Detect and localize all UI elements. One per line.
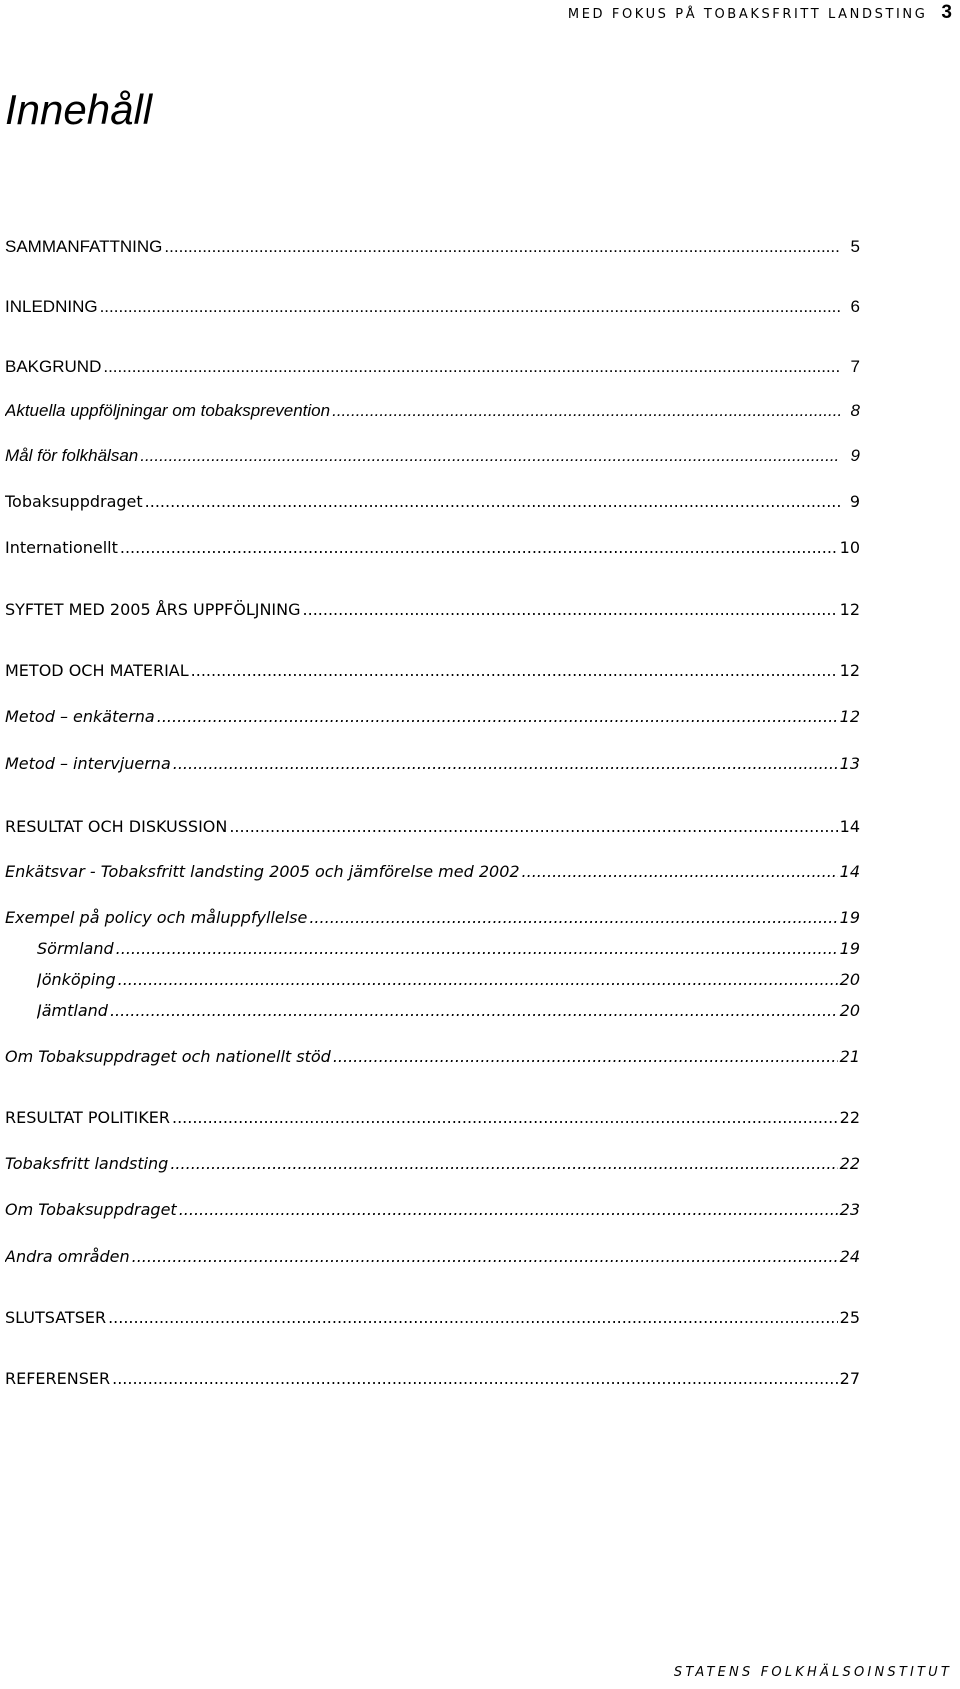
toc-entry-page: 22 bbox=[839, 1108, 860, 1127]
dot-leader bbox=[332, 399, 840, 423]
toc-entry-resultat-politiker[interactable] bbox=[5, 1106, 860, 1130]
toc-entry-tobaksfritt-landsting[interactable] bbox=[5, 1152, 860, 1176]
dot-leader bbox=[229, 815, 837, 839]
toc-entry-page: 21 bbox=[839, 1047, 860, 1066]
dot-leader bbox=[157, 705, 838, 729]
dot-leader bbox=[110, 999, 838, 1023]
toc-entry-label: RESULTAT OCH DISKUSSION bbox=[5, 817, 228, 836]
dot-leader bbox=[173, 752, 838, 776]
toc-entry-jamtland[interactable] bbox=[37, 999, 860, 1023]
toc-entry-label: Aktuella uppföljningar om tobaksprevention bbox=[5, 401, 331, 420]
toc-entry-label: Jönköping bbox=[37, 970, 116, 989]
toc-entry-mal-for-folkhalsan[interactable] bbox=[5, 444, 860, 468]
toc-entry-page: 19 bbox=[839, 939, 860, 958]
toc-entry-label: REFERENSER bbox=[5, 1369, 111, 1388]
toc-entry-label: Exempel på policy och måluppfyllelse bbox=[5, 908, 308, 927]
toc-entry-page: 12 bbox=[839, 707, 860, 726]
toc-entry-metod-enkaterna[interactable] bbox=[5, 705, 860, 729]
toc-entry-page: 27 bbox=[839, 1369, 860, 1388]
dot-leader bbox=[191, 659, 838, 683]
toc-entry-label: BAKGRUND bbox=[5, 357, 102, 376]
toc-entry-page: 5 bbox=[850, 237, 860, 256]
toc-entry-page: 25 bbox=[839, 1308, 860, 1327]
toc-entry-label: Enkätsvar - Tobaksfritt landsting 2005 och jämförelse med 2002 bbox=[5, 862, 520, 881]
dot-leader bbox=[170, 1152, 837, 1176]
toc-entry-page: 14 bbox=[839, 817, 860, 836]
toc-entry-bakgrund[interactable] bbox=[5, 355, 860, 379]
toc-entry-label: Andra områden bbox=[5, 1247, 130, 1266]
toc-entry-page: 23 bbox=[839, 1200, 860, 1219]
toc-entry-page: 13 bbox=[839, 754, 860, 773]
dot-leader bbox=[112, 1367, 838, 1391]
toc-entry-page: 9 bbox=[850, 446, 860, 465]
page-number: 3 bbox=[941, 2, 952, 23]
dot-leader bbox=[118, 968, 838, 992]
dot-leader bbox=[103, 355, 840, 379]
toc-entry-slutsatser[interactable] bbox=[5, 1306, 860, 1330]
toc-entry-aktuella-uppfoljningar[interactable] bbox=[5, 399, 860, 423]
running-footer: STATENS FOLKHÄLSOINSTITUT bbox=[673, 1665, 952, 1680]
toc-entry-resultat-och-diskussion[interactable] bbox=[5, 815, 860, 839]
page-title: Innehåll bbox=[5, 86, 153, 133]
toc-entry-inledning[interactable] bbox=[5, 295, 860, 319]
toc-entry-internationellt[interactable] bbox=[5, 536, 860, 560]
toc-entry-page: 20 bbox=[839, 970, 860, 989]
toc-entry-label: INLEDNING bbox=[5, 297, 98, 316]
toc-entry-jonkoping[interactable] bbox=[37, 968, 860, 992]
dot-leader bbox=[132, 1245, 838, 1269]
dot-leader bbox=[164, 235, 840, 259]
toc-entry-page: 8 bbox=[850, 401, 860, 420]
dot-leader bbox=[179, 1198, 838, 1222]
dot-leader bbox=[172, 1106, 838, 1130]
toc-entry-label: METOD OCH MATERIAL bbox=[5, 661, 189, 680]
toc-entry-exempel-pa-policy[interactable] bbox=[5, 906, 860, 930]
toc-entry-label: RESULTAT POLITIKER bbox=[5, 1108, 170, 1127]
toc-entry-page: 20 bbox=[839, 1001, 860, 1020]
toc-entry-metod-intervjuerna[interactable] bbox=[5, 752, 860, 776]
toc-entry-page: 24 bbox=[839, 1247, 860, 1266]
toc-entry-om-tobaksuppdraget[interactable] bbox=[5, 1198, 860, 1222]
toc-entry-page: 9 bbox=[849, 492, 860, 511]
toc-entry-tobaksuppdraget[interactable] bbox=[5, 490, 860, 514]
toc-entry-page: 12 bbox=[839, 661, 860, 680]
toc-entry-andra-omraden[interactable] bbox=[5, 1245, 860, 1269]
toc-entry-syftet[interactable] bbox=[5, 598, 860, 622]
toc-entry-page: 12 bbox=[839, 600, 860, 619]
toc-entry-metod-och-material[interactable] bbox=[5, 659, 860, 683]
toc-entry-page: 22 bbox=[839, 1154, 860, 1173]
toc-entry-label: Jämtland bbox=[37, 1001, 108, 1020]
toc-entry-sammanfattning[interactable] bbox=[5, 235, 860, 259]
dot-leader bbox=[116, 937, 838, 961]
dot-leader bbox=[522, 860, 838, 884]
toc-entry-label: Internationellt bbox=[5, 538, 118, 557]
dot-leader bbox=[333, 1045, 838, 1069]
toc-entry-label: Mål för folkhälsan bbox=[5, 446, 139, 465]
dot-leader bbox=[100, 295, 840, 319]
running-header-title: MED FOKUS PÅ TOBAKSFRITT LANDSTING bbox=[567, 7, 928, 22]
toc-entry-page: 14 bbox=[839, 862, 860, 881]
toc-entry-label: Metod – enkäterna bbox=[5, 707, 155, 726]
dot-leader bbox=[303, 598, 838, 622]
dot-leader bbox=[140, 444, 840, 468]
toc-entry-enkatsvar[interactable] bbox=[5, 860, 860, 884]
dot-leader bbox=[120, 536, 838, 560]
toc-entry-label: Tobaksuppdraget bbox=[5, 492, 143, 511]
toc-entry-page: 6 bbox=[850, 297, 860, 316]
dot-leader bbox=[309, 906, 837, 930]
toc-entry-sormland[interactable] bbox=[37, 937, 860, 961]
toc-entry-label: Sörmland bbox=[37, 939, 114, 958]
toc-entry-page: 10 bbox=[839, 538, 860, 557]
toc-entry-referenser[interactable] bbox=[5, 1367, 860, 1391]
dot-leader bbox=[108, 1306, 838, 1330]
dot-leader bbox=[145, 490, 840, 514]
toc-entry-label: Tobaksfritt landsting bbox=[5, 1154, 169, 1173]
toc-entry-page: 19 bbox=[839, 908, 860, 927]
toc-entry-label: SYFTET MED 2005 ÅRS UPPFÖLJNING bbox=[5, 600, 301, 619]
toc-entry-label: Om Tobaksuppdraget bbox=[5, 1200, 177, 1219]
toc-entry-om-tobaksuppdraget-och-stod[interactable] bbox=[5, 1045, 860, 1069]
toc-entry-label: SLUTSATSER bbox=[5, 1308, 107, 1327]
toc-entry-label: SAMMANFATTNING bbox=[5, 237, 163, 256]
toc-entry-label: Metod – intervjuerna bbox=[5, 754, 171, 773]
toc-entry-page: 7 bbox=[850, 357, 860, 376]
toc-entry-label: Om Tobaksuppdraget och nationellt stöd bbox=[5, 1047, 331, 1066]
running-header bbox=[568, 2, 952, 26]
